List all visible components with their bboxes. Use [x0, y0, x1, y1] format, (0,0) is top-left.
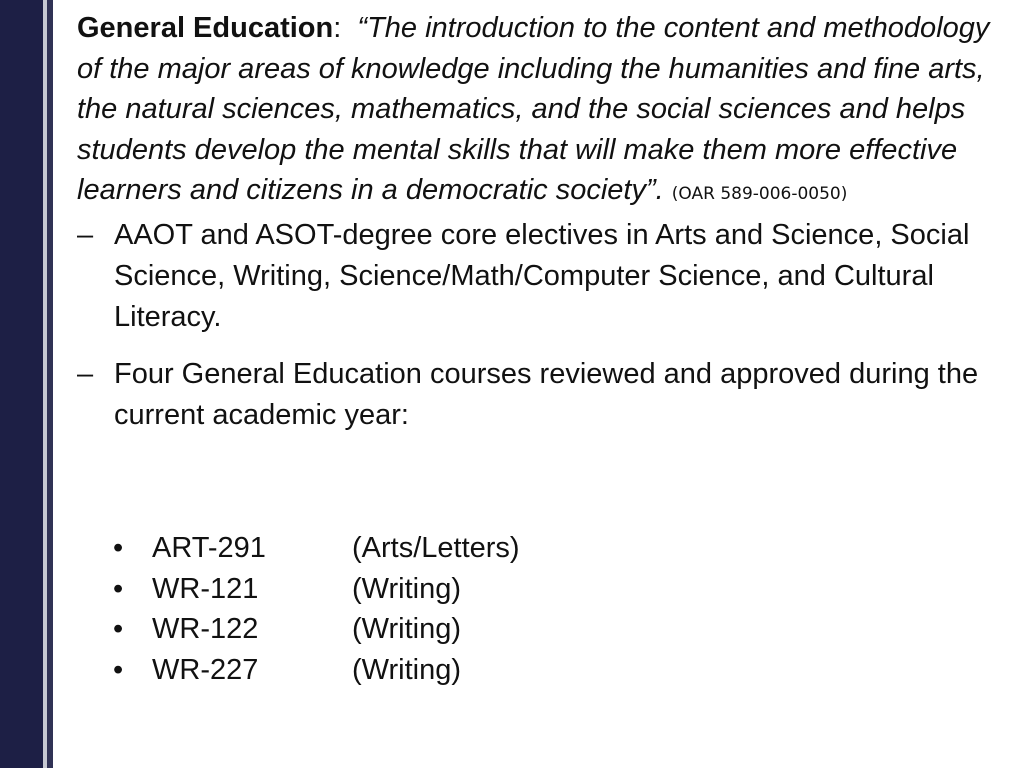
dash-marker: –: [77, 357, 94, 390]
course-area: (Writing): [352, 613, 462, 645]
course-code: WR-227: [152, 653, 259, 686]
list-item-text: AAOT and ASOT-degree core electives in Arts and Science, Social Science, Writing, Science/Math/Computer Science, and Cultural Literacy.: [114, 218, 970, 333]
definition-lead: General Education: [77, 12, 334, 44]
dash-list: [77, 215, 1002, 436]
definition-quote: “The introduction to the content and methodology of the major areas of knowledge including the humanities and fine arts, the natural sciences, mathematics, and the social sciences and helps students develop the mental skills that will make them more effective learners and citizens in a democratic society”.: [77, 12, 990, 206]
left-decorative-bar: [0, 0, 43, 768]
definition-citation: (OAR 589-006-0050): [671, 184, 848, 204]
definition-separator: :: [333, 12, 342, 44]
course-code: WR-122: [152, 613, 259, 645]
bullet-marker: •: [113, 572, 124, 605]
left-rule-dark: [47, 0, 53, 768]
course-code: ART-291: [152, 532, 266, 564]
course-code: WR-121: [152, 572, 259, 605]
general-education-definition: [77, 8, 1002, 215]
slide-content: [77, 8, 1002, 686]
list-item-text: Four General Education courses reviewed and approved during the current academic year:: [114, 357, 979, 431]
course-area: (Writing): [352, 653, 462, 686]
course-area: (Arts/Letters): [352, 532, 520, 564]
dash-marker: –: [77, 218, 94, 251]
course-area: (Writing): [352, 572, 462, 605]
bullet-marker: •: [113, 532, 124, 564]
list-item: [77, 215, 1002, 338]
bullet-marker: •: [113, 653, 124, 686]
list-item: [77, 354, 1002, 436]
bullet-marker: •: [113, 613, 124, 645]
